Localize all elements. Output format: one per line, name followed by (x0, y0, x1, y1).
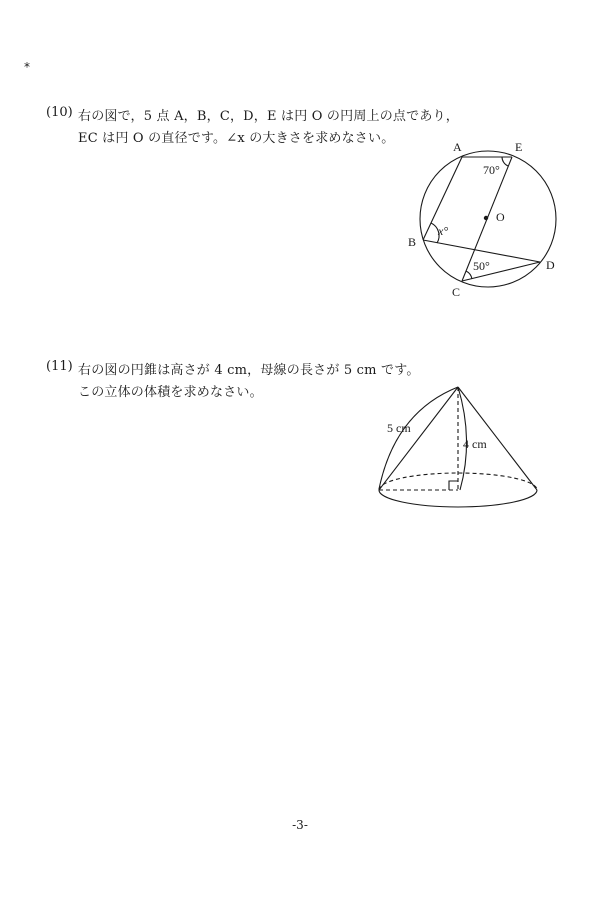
question-11-line-1: 右の図の円錐は高さが 4 cm，母線の長さが 5 cm です。 (78, 363, 420, 378)
label-o: O (496, 210, 505, 224)
label-slant: 5 cm (387, 421, 411, 435)
question-11-line-2: この立体の体積を求めなさい。 (78, 385, 263, 400)
center-point-o (484, 216, 488, 220)
label-b: B (408, 235, 417, 249)
label-a: A (453, 140, 462, 154)
label-c: C (452, 285, 461, 299)
angle-label-x: x° (438, 224, 449, 238)
page-number: -3- (292, 818, 308, 832)
right-angle-mark (449, 481, 458, 490)
cone-base-front (379, 490, 537, 507)
page-marker: * (24, 60, 30, 74)
question-10-number: (10) (46, 105, 73, 120)
question-11-number: (11) (46, 359, 73, 374)
angle-arc-c (466, 271, 472, 279)
question-10-line-1: 右の図で，5 点 A，B，C，D，E は円 O の円周上の点であり， (78, 109, 459, 124)
angle-arc-e (502, 157, 508, 166)
label-e: E (515, 140, 523, 154)
label-d: D (546, 258, 555, 272)
label-height: 4 cm (463, 437, 487, 451)
angle-label-c: 50° (473, 259, 490, 273)
question-10-line-2: EC は円 O の直径です。∠x の大きさを求めなさい。 (78, 131, 395, 146)
angle-label-e: 70° (483, 163, 500, 177)
cone-slant-left (379, 387, 458, 490)
cone-figure (379, 387, 537, 507)
